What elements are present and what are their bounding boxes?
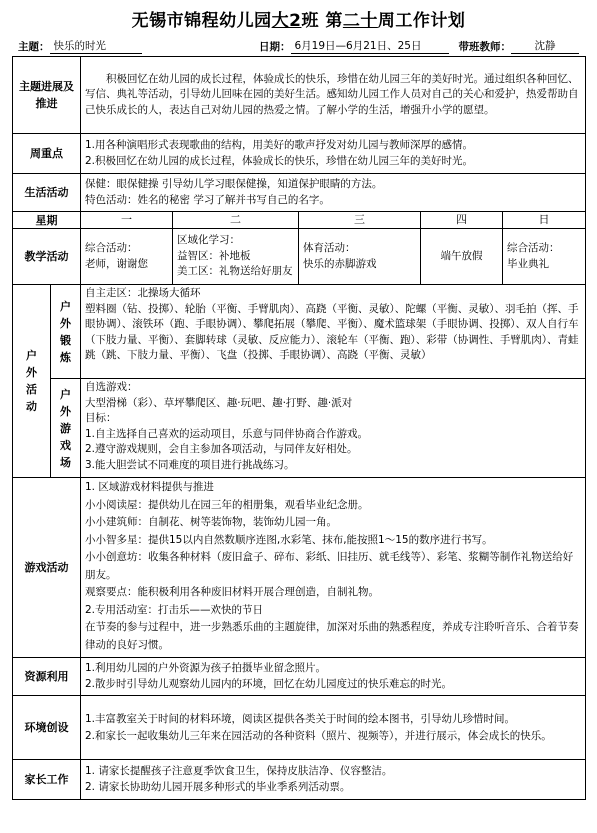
outdoor-exercise-cell <box>81 285 586 379</box>
games-line: 自选游戏： <box>85 381 138 393</box>
weekday-label: 星期 <box>13 212 81 229</box>
teaching-wed-cell <box>299 229 421 285</box>
parent-line: 2. 请家长协助幼儿园开展多种形式的毕业季系列活动票。 <box>85 780 351 793</box>
teaching-sun-cell <box>503 229 586 285</box>
teaching-wed-line: 快乐的赤脚游戏 <box>303 257 377 270</box>
play-line: 小小创意坊：收集各种材料（废旧盒子、碎布、彩纸、旧挂历、就毛线等）、彩笔、浆糊等制作礼物送给好朋友。 <box>85 551 574 581</box>
parent-line: 1. 请家长提醒孩子注意夏季饮食卫生，保持皮肤洁净、仪容整洁。 <box>85 765 393 777</box>
weekday-tue: 二 <box>173 212 299 229</box>
focus-line: 1.用各种演唱形式表现歌曲的结构，用美好的歌声抒发对幼儿园与教师深厚的感情。 <box>85 139 474 151</box>
teaching-activity-label: 教学活动 <box>13 229 81 285</box>
row-outdoor-games <box>13 379 586 478</box>
environment-line: 1.丰富教室关于时间的材料环境，阅读区提供各类关于时间的绘本图书，引导幼儿珍惜时间。 <box>85 713 516 725</box>
play-line: 2.专用活动室：打击乐——欢快的节日 <box>85 603 264 616</box>
row-weekday-header <box>13 212 586 229</box>
resource-line: 1.利用幼儿园的户外资源为孩子拍摄毕业留念照片。 <box>85 662 327 674</box>
title-week: 二十 <box>342 11 378 31</box>
weekday-sun: 日 <box>503 212 586 229</box>
parent-work-label: 家长工作 <box>13 760 81 800</box>
plan-meta-line <box>12 34 585 56</box>
date-value: 6月19日—6月21日、25日 <box>291 38 449 54</box>
theme-progress-cell <box>81 57 586 134</box>
play-line: 观察要点：能积极利用各种废旧材料开展合理创造，自制礼物。 <box>85 586 379 598</box>
games-line: 1.自主选择自己喜欢的运动项目，乐意与同伴协商合作游戏。 <box>85 427 369 440</box>
games-line: 大型滑梯（彩）、草坪攀爬区、趣·玩吧、趣·打野、趣·派对 <box>85 396 353 409</box>
exercise-line: 自主走区：北操场大循环 <box>85 287 201 299</box>
row-parent-work <box>13 760 586 800</box>
parent-work-cell <box>81 760 586 800</box>
date-label: 日期： <box>259 41 291 53</box>
week-focus-cell <box>81 134 586 174</box>
teaching-sun-line: 毕业典礼 <box>507 257 549 270</box>
games-line: 目标： <box>85 412 117 424</box>
row-environment <box>13 696 586 760</box>
play-line: 小小智多星：提供15以内自然数顺序连图,水彩笔、抹布,能按照1～15的数序进行书写。 <box>85 533 493 546</box>
life-activity-label: 生活活动 <box>13 174 81 212</box>
teaching-tue-line: 美工区：礼物送给好朋友 <box>177 265 293 278</box>
resource-line: 2.散步时引导幼儿观察幼儿园内的环境，回忆在幼儿园度过的快乐难忘的时光。 <box>85 677 453 690</box>
outdoor-games-cell <box>81 379 586 478</box>
row-teaching-activity <box>13 229 586 285</box>
play-line: 1. 区域游戏材料提供与推进 <box>85 481 214 493</box>
play-line: 小小阅读屋：提供幼儿在园三年的相册集，观看毕业纪念册。 <box>85 498 369 511</box>
row-outdoor-exercise <box>13 285 586 379</box>
teaching-mon-line: 老师，谢谢您 <box>85 257 148 270</box>
environment-line: 2.和家长一起收集幼儿三年来在园活动的各种资料（照片、视频等），并进行展示，体会成长的快乐。 <box>85 729 552 742</box>
title-class: 大2 <box>271 11 302 31</box>
theme-progress-label: 主题进展及推进 <box>13 57 81 134</box>
play-activity-label: 游戏活动 <box>13 478 81 658</box>
teacher-label: 带班教师： <box>458 41 511 53</box>
weekday-thu: 四 <box>421 212 503 229</box>
title-school: 无锡市锦程幼儿园 <box>131 11 272 31</box>
weekday-mon: 一 <box>81 212 173 229</box>
row-play-activity <box>13 478 586 658</box>
theme-progress-text: 积极回忆在幼儿园的成长过程，体验成长的快乐，珍惜在幼儿园三年的美好时光。通过组织各种回忆、写信、典礼等活动，引导幼儿回味在园的美好生活。感知幼儿园工作人员对自己的关心和爱护，热爱帮助自己快乐成长的人，表达自己对幼儿园的热爱之情。了解小学的生活，增强升小学的愿望。 <box>85 72 579 116</box>
life-activity-cell <box>81 174 586 212</box>
outdoor-games-label: 户外游戏场 <box>51 379 81 478</box>
life-line: 保健：眼保健操 引导幼儿学习眼保健操，知道保护眼睛的方法。 <box>85 178 383 190</box>
theme-label: 主题： <box>18 41 50 53</box>
theme-value: 快乐的时光 <box>50 38 142 54</box>
page-title <box>12 10 585 34</box>
teaching-mon-cell <box>81 229 173 285</box>
environment-cell <box>81 696 586 760</box>
environment-label: 环境创设 <box>13 696 81 760</box>
games-line: 3.能大胆尝试不同难度的项目进行挑战练习。 <box>85 458 295 471</box>
teaching-thu-cell <box>421 229 503 285</box>
row-resource-use <box>13 658 586 696</box>
play-line: 小小建筑师：自制花、树等装饰物，装饰幼儿园一角。 <box>85 516 337 528</box>
title-post: 周工作计划 <box>377 11 466 31</box>
week-focus-label: 周重点 <box>13 134 81 174</box>
weekday-wed: 三 <box>299 212 421 229</box>
outdoor-exercise-label: 户外锻炼 <box>51 285 81 379</box>
focus-line: 2.积极回忆在幼儿园的成长过程，体验成长的快乐，珍惜在幼儿园三年的美好时光。 <box>85 154 474 167</box>
teaching-sun-line: 综合活动： <box>507 242 560 254</box>
resource-use-label: 资源利用 <box>13 658 81 696</box>
games-line: 2.遵守游戏规则，会自主参加各项活动，与同伴友好相处。 <box>85 443 358 455</box>
teaching-wed-line: 体育活动： <box>303 242 356 254</box>
title-class-suffix: 班 第 <box>301 11 343 31</box>
teacher-value: 沈静 <box>511 38 579 54</box>
teaching-mon-line: 综合活动： <box>85 242 138 254</box>
teaching-tue-cell <box>173 229 299 285</box>
teaching-tue-line: 区域化学习： <box>177 234 240 247</box>
row-life-activity <box>13 174 586 212</box>
outdoor-activity-label: 户外活动 <box>13 285 51 478</box>
play-activity-cell <box>81 478 586 658</box>
teaching-tue-line: 益智区：补地板 <box>177 249 251 262</box>
row-theme-progress <box>13 57 586 134</box>
play-line: 在节奏的参与过程中，进一步熟悉乐曲的主题旋律，加深对乐曲的熟悉程度，养成专注聆听音乐、合着节奏律动的良好习惯。 <box>85 621 579 651</box>
resource-use-cell <box>81 658 586 696</box>
teaching-thu-line: 端午放假 <box>440 249 483 262</box>
exercise-line: 塑料圈（钻、投掷）、轮胎（平衡、手臂肌肉）、高跷（平衡、灵敏）、陀螺（平衡、灵敏）、羽毛拍（挥、手眼协调）、滚铁环（跑、手眼协调）、攀爬拓展（攀爬、平衡）、魔术篮球架（手眼协调、投掷）、双人自行车（下肢力量、平衡）、套脚转球（灵敏、反应能力）、滚轮车（平衡、跑）、彩带（协调性、手臂肌肉）、青蛙跳（跳、下肢力量、平衡）、飞盘（投掷、手眼协调）、高跷（平衡、灵敏） <box>85 302 579 361</box>
row-week-focus <box>13 134 586 174</box>
weekly-plan-table <box>12 56 586 800</box>
life-line: 特色活动：姓名的秘密 学习了解并书写自己的名字。 <box>85 193 330 206</box>
